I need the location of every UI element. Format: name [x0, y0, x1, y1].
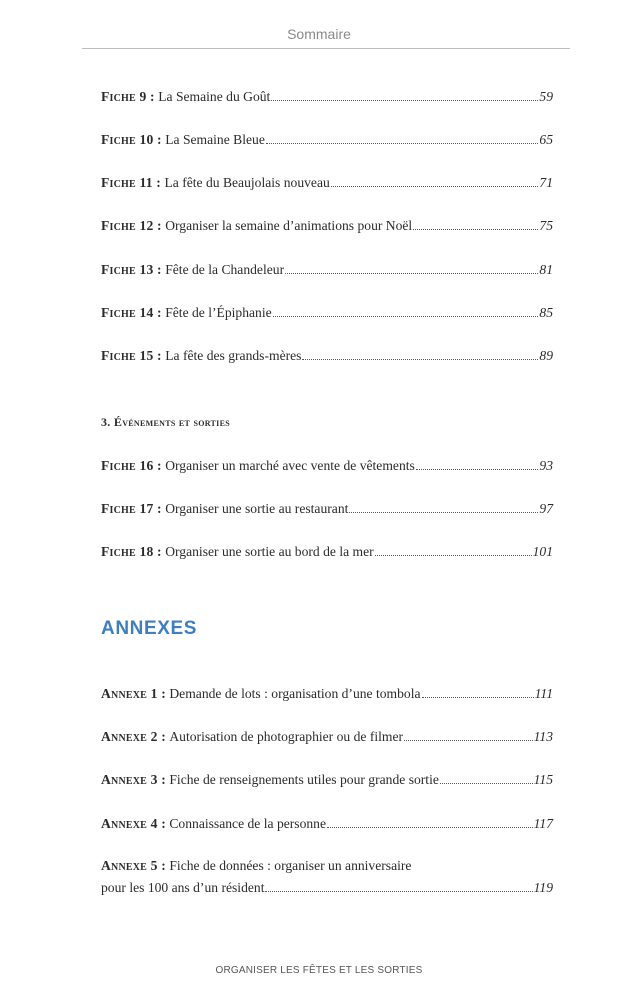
- toc-entry-annexe-3[interactable]: [101, 771, 553, 789]
- dot-leader: [271, 100, 538, 101]
- header-rule: [82, 48, 570, 49]
- toc-page-number: 111: [534, 686, 553, 701]
- toc-prefix: Annexe 3 :: [101, 772, 166, 787]
- dot-leader: [404, 740, 533, 741]
- toc-prefix: Fiche 17 :: [101, 501, 162, 516]
- dot-leader: [327, 827, 533, 828]
- dot-leader: [302, 359, 538, 360]
- toc-entry-annexe-1[interactable]: [101, 685, 553, 703]
- dot-leader: [273, 316, 539, 317]
- toc-page-number: 117: [533, 816, 553, 831]
- toc-title: Connaissance de la personne: [169, 816, 327, 831]
- running-header: Sommaire: [287, 26, 351, 42]
- toc-prefix: Annexe 1 :: [101, 686, 166, 701]
- toc-prefix: Fiche 15 :: [101, 348, 162, 363]
- toc-prefix: Fiche 13 :: [101, 262, 162, 277]
- toc-prefix: Fiche 11 :: [101, 175, 162, 190]
- toc-entry-fiche-15[interactable]: [101, 347, 553, 365]
- toc-prefix: Fiche 12 :: [101, 218, 162, 233]
- toc-page-number: 71: [539, 175, 553, 190]
- toc-entry-fiche-9[interactable]: [101, 88, 553, 106]
- section-heading: 3. Événements et sorties: [101, 415, 230, 429]
- dot-leader: [331, 186, 539, 187]
- dot-leader: [375, 555, 532, 556]
- toc-prefix: Fiche 10 :: [101, 132, 162, 147]
- annexes-title: ANNEXES: [101, 618, 198, 639]
- toc-page-number: 85: [539, 305, 553, 320]
- toc-entry-fiche-13[interactable]: [101, 261, 553, 279]
- toc-page-number: 119: [533, 880, 553, 895]
- toc-title: Fête de l’Épiphanie: [165, 305, 272, 320]
- toc-entry-fiche-11[interactable]: [101, 174, 553, 192]
- toc-title-continued: pour les 100 ans d’un résident: [101, 880, 265, 895]
- toc-prefix: Fiche 9 :: [101, 89, 155, 104]
- toc-title: La fête du Beaujolais nouveau: [164, 175, 330, 190]
- toc-prefix: Annexe 4 :: [101, 816, 166, 831]
- toc-page-number: 115: [533, 772, 553, 787]
- toc-page-number: 59: [539, 89, 553, 104]
- running-footer: ORGANISER LES FÊTES ET LES SORTIES: [215, 965, 423, 976]
- toc-title: Organiser une sortie au bord de la mer: [165, 544, 374, 559]
- toc-entry-fiche-17[interactable]: [101, 500, 553, 518]
- dot-leader: [440, 783, 533, 784]
- dot-leader: [266, 143, 539, 144]
- toc-page-number: 89: [539, 348, 553, 363]
- toc-line-2: [101, 877, 553, 899]
- toc-title: Fête de la Chandeleur: [165, 262, 285, 277]
- toc-entry-annexe-5[interactable]: [101, 855, 553, 899]
- toc-prefix: Annexe 2 :: [101, 729, 166, 744]
- toc-title: La Semaine Bleue: [165, 132, 265, 147]
- dot-leader: [265, 891, 532, 892]
- toc-title: Fiche de renseignements utiles pour grande sortie: [169, 772, 439, 787]
- toc-page-number: 101: [532, 544, 553, 559]
- dot-leader: [349, 512, 538, 513]
- dot-leader: [416, 469, 539, 470]
- toc-title: Organiser une sortie au restaurant: [165, 501, 349, 516]
- dot-leader: [413, 229, 538, 230]
- toc-title: Fiche de données : organiser un anniversaire: [169, 858, 412, 873]
- toc-title: Demande de lots : organisation d’une tombola: [169, 686, 421, 701]
- toc-line-1: [101, 855, 553, 877]
- toc-prefix: Fiche 16 :: [101, 458, 162, 473]
- toc-entry-fiche-14[interactable]: [101, 304, 553, 322]
- toc-prefix: Fiche 18 :: [101, 544, 162, 559]
- toc-title: La fête des grands-mères: [165, 348, 302, 363]
- toc-page-number: 75: [539, 218, 553, 233]
- toc-prefix: Annexe 5 :: [101, 858, 166, 873]
- toc-page-number: 97: [539, 501, 553, 516]
- toc-page-number: 81: [539, 262, 553, 277]
- toc-page-number: 65: [539, 132, 553, 147]
- toc-page-number: 93: [539, 458, 553, 473]
- toc-page-number: 113: [533, 729, 553, 744]
- dot-leader: [285, 273, 538, 274]
- toc-title: Organiser la semaine d’animations pour Noël: [165, 218, 413, 233]
- toc-entry-fiche-12[interactable]: [101, 217, 553, 235]
- toc-entry-fiche-18[interactable]: [101, 543, 553, 561]
- toc-entry-annexe-4[interactable]: [101, 815, 553, 833]
- toc-title: Autorisation de photographier ou de filmer: [169, 729, 404, 744]
- toc-entry-annexe-2[interactable]: [101, 728, 553, 746]
- dot-leader: [422, 697, 534, 698]
- toc-title: La Semaine du Goût: [158, 89, 271, 104]
- toc-title: Organiser un marché avec vente de vêtements: [165, 458, 415, 473]
- toc-prefix: Fiche 14 :: [101, 305, 162, 320]
- toc-entry-fiche-10[interactable]: [101, 131, 553, 149]
- toc-entry-fiche-16[interactable]: [101, 457, 553, 475]
